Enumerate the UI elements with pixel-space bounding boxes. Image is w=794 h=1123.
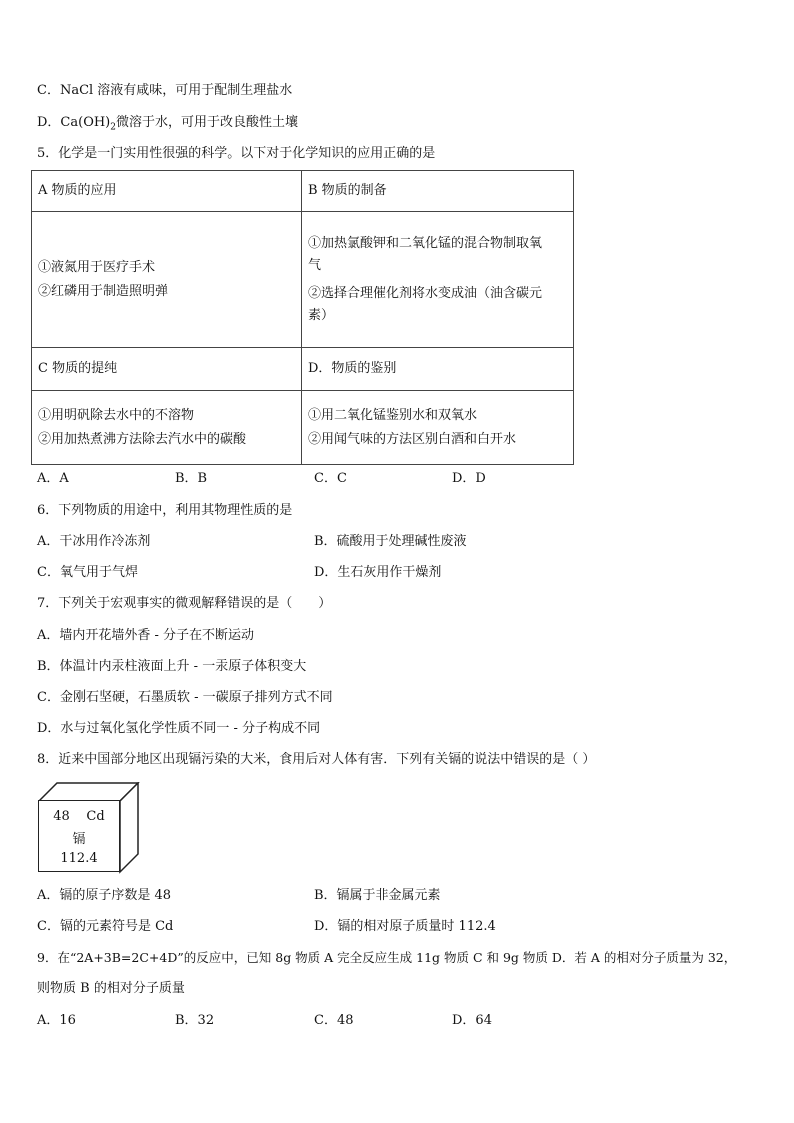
q9-stem-line1: 9．在“2A+3B=2C+4D”的反应中，已知 8g 物质 A 完全反应生成 11g 物质 C 和 9g 物质 D．若 A 的相对分子质量为 32， [37,950,737,965]
q8-stem: 8．近来中国部分地区出现镉污染的大米，食用后对人体有害．下列有关镉的说法中错误的是（ ） [37,752,596,767]
q5-cell-c-head: C 物质的提纯 [32,348,302,391]
q5-option: B．B [175,471,208,486]
q5-cell-a-head: A 物质的应用 [32,171,302,212]
q7-option: B．体温计内汞柱液面上升 - 一汞原子体积变大 [37,659,307,674]
q6-option: D．生石灰用作干燥剂 [314,565,442,580]
q8-option: B．镉属于非金属元素 [314,888,441,903]
q5-cell-d-head: D．物质的鉴别 [302,348,574,391]
q6-option: C．氧气用于气焊 [37,565,138,580]
q5-option: A．A [37,471,69,486]
element-name: 镉 [72,832,86,847]
q5-option: D．D [452,471,486,486]
q5-a-item: ①液氮用于医疗手术 [38,259,156,275]
q7-option: C．金刚石坚硬，石墨质软 - 一碳原子排列方式不同 [37,690,333,705]
element-cell-front [38,800,120,872]
q5-cell-d-body [302,391,574,465]
q4-option-d-text: D．Ca(OH) [37,115,111,130]
q5-b-item: 素） [308,307,335,323]
q5-option: C．C [314,471,347,486]
q5-b-item: 气 [308,257,322,273]
q4-option-d [37,114,298,137]
q4-option-d-subscript: 2 [110,122,116,133]
q4-option-c: C．NaCl 溶液有咸味，可用于配制生理盐水 [37,83,293,98]
q6-stem: 6．下列物质的用途中，利用其物理性质的是 [37,503,293,518]
q5-cell-a-body [32,212,302,348]
atomic-number: 48 [53,809,70,824]
q8-option: A．镉的原子序数是 48 [37,888,172,903]
q4-option-d-text-post: 微溶于水，可用于改良酸性土壤 [116,115,299,130]
q9-option: A．16 [37,1013,76,1028]
q8-option: C．镉的元素符号是 Cd [37,919,174,934]
q7-option: D．水与过氧化氢化学性质不同一 - 分子构成不同 [37,721,321,736]
q9-option: D．64 [452,1013,492,1028]
q9-option: C．48 [314,1013,354,1028]
q5-b-item: ①加热氯酸钾和二氧化锰的混合物制取氧 [308,235,543,251]
q9-option: B．32 [175,1013,215,1028]
q8-option: D．镉的相对原子质量时 112.4 [314,919,496,934]
q7-stem: 7．下列关于宏观事实的微观解释错误的是（ ） [37,596,332,611]
q5-a-item: ②红磷用于制造照明弹 [38,283,169,299]
q9-stem-line2: 则物质 B 的相对分子质量 [37,981,185,996]
q5-c-item: ①用明矾除去水中的不溶物 [38,407,195,423]
element-cell-cadmium [38,782,140,874]
q6-option: B．硫酸用于处理碱性废液 [314,534,467,549]
q5-d-item: ②用闻气味的方法区别白酒和白开水 [308,431,517,447]
q7-option: A．墙内开花墙外香 - 分子在不断运动 [37,628,255,643]
q5-table [31,170,574,465]
q5-cell-b-body [302,212,574,348]
q5-cell-b-head: B 物质的制备 [302,171,574,212]
q5-stem: 5．化学是一门实用性很强的科学。以下对于化学知识的应用正确的是 [37,146,436,161]
q5-d-item: ①用二氧化锰鉴别水和双氧水 [308,407,478,423]
q6-option: A．干冰用作冷冻剂 [37,534,151,549]
q5-c-item: ②用加热煮沸方法除去汽水中的碳酸 [38,431,247,447]
element-symbol: Cd [86,809,105,824]
q5-cell-c-body [32,391,302,465]
q5-b-item: ②选择合理催化剂将水变成油（油含碳元 [308,285,543,301]
atomic-mass: 112.4 [60,851,98,866]
